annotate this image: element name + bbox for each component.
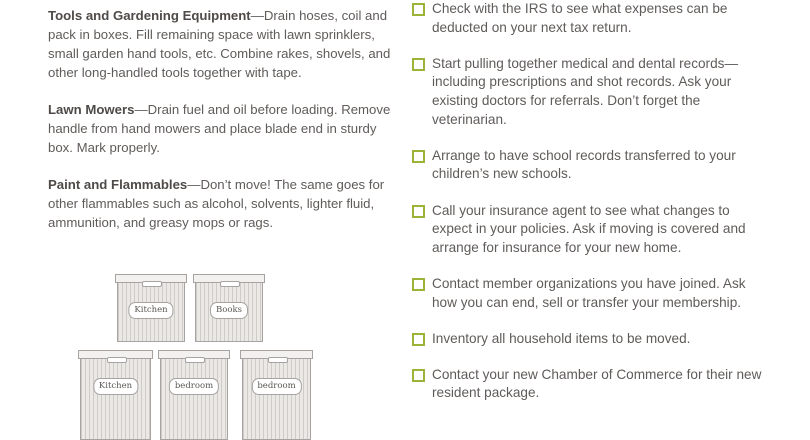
checklist-item-text: Contact member organizations you have joined. Ask how you can end, sell or transfer your membership.	[432, 275, 746, 310]
box-label: Kitchen	[128, 302, 173, 319]
tip-text: —Drain hoses, coil and pack in boxes. Fill remaining space with lawn sprinklers, small garden hand tools, etc. Combine rakes, shovels, and other long-handled tools together with tape.	[48, 8, 391, 80]
tip-text: —Don’t move! The same goes for other flammables such as alcohol, solvents, lighter fluid, ammunition, and greasy mops or rags.	[48, 177, 385, 230]
checklist-item-text: Start pulling together medical and dental records—including prescriptions and shot records. Ask your existing doctors for referrals. Don’t forget the veterinarian.	[432, 55, 739, 127]
checklist-item-text: Inventory all household items to be moved.	[432, 330, 691, 346]
checkbox-icon[interactable]	[412, 278, 425, 291]
checkbox-icon[interactable]	[412, 3, 425, 16]
checklist-item-text: Contact your new Chamber of Commerce for their new resident package.	[432, 366, 762, 401]
tip-text: —Drain fuel and oil before loading. Remove handle from hand mowers and place blade end in sturdy box. Mark properly.	[48, 102, 391, 155]
checklist-item-organizations	[412, 275, 802, 312]
box-label: bedroom	[251, 378, 301, 395]
checklist-item-text: Arrange to have school records transferred to your children’s new schools.	[432, 147, 736, 182]
checklist-item-chamber-of-commerce	[412, 366, 802, 403]
tip-title: Paint and Flammables	[48, 177, 188, 192]
tip-title: Tools and Gardening Equipment	[48, 8, 251, 23]
checkbox-icon[interactable]	[412, 150, 425, 163]
box-bedroom-1	[158, 350, 230, 440]
box-bedroom-2	[240, 350, 313, 440]
checkbox-icon[interactable]	[412, 58, 425, 71]
checklist-item-inventory	[412, 330, 802, 349]
box-label: Books	[210, 302, 248, 319]
checkbox-icon[interactable]	[412, 369, 425, 382]
checkbox-icon[interactable]	[412, 205, 425, 218]
checklist-item-text: Check with the IRS to see what expenses can be deducted on your next tax return.	[432, 1, 728, 35]
box-handle	[107, 357, 127, 363]
checklist-item-insurance	[412, 202, 802, 258]
box-body	[80, 358, 151, 440]
box-handle	[185, 357, 205, 363]
moving-checklist	[412, 0, 802, 421]
box-handle	[142, 281, 162, 287]
checkbox-icon[interactable]	[412, 333, 425, 346]
box-label: bedroom	[169, 378, 219, 395]
box-handle	[220, 281, 240, 287]
checklist-item-irs	[412, 0, 802, 37]
packing-tips-column	[48, 6, 400, 250]
checklist-item-medical-records	[412, 55, 802, 129]
checklist-item-school-records	[412, 147, 802, 184]
tip-title: Lawn Mowers	[48, 102, 135, 117]
box-books	[193, 274, 265, 342]
box-body	[160, 358, 228, 440]
box-handle	[268, 357, 288, 363]
box-kitchen-top	[115, 274, 187, 342]
box-kitchen-bottom	[78, 350, 153, 440]
tip-lawn-mowers	[48, 100, 400, 157]
box-label: Kitchen	[93, 378, 138, 395]
moving-boxes-illustration	[78, 274, 323, 434]
checklist-item-text: Call your insurance agent to see what changes to expect in your policies. Ask if moving is covered and arrange for insurance for your new home.	[432, 202, 746, 255]
tip-tools-gardening	[48, 6, 400, 82]
tip-paint-flammables	[48, 175, 400, 232]
box-body	[242, 358, 311, 440]
